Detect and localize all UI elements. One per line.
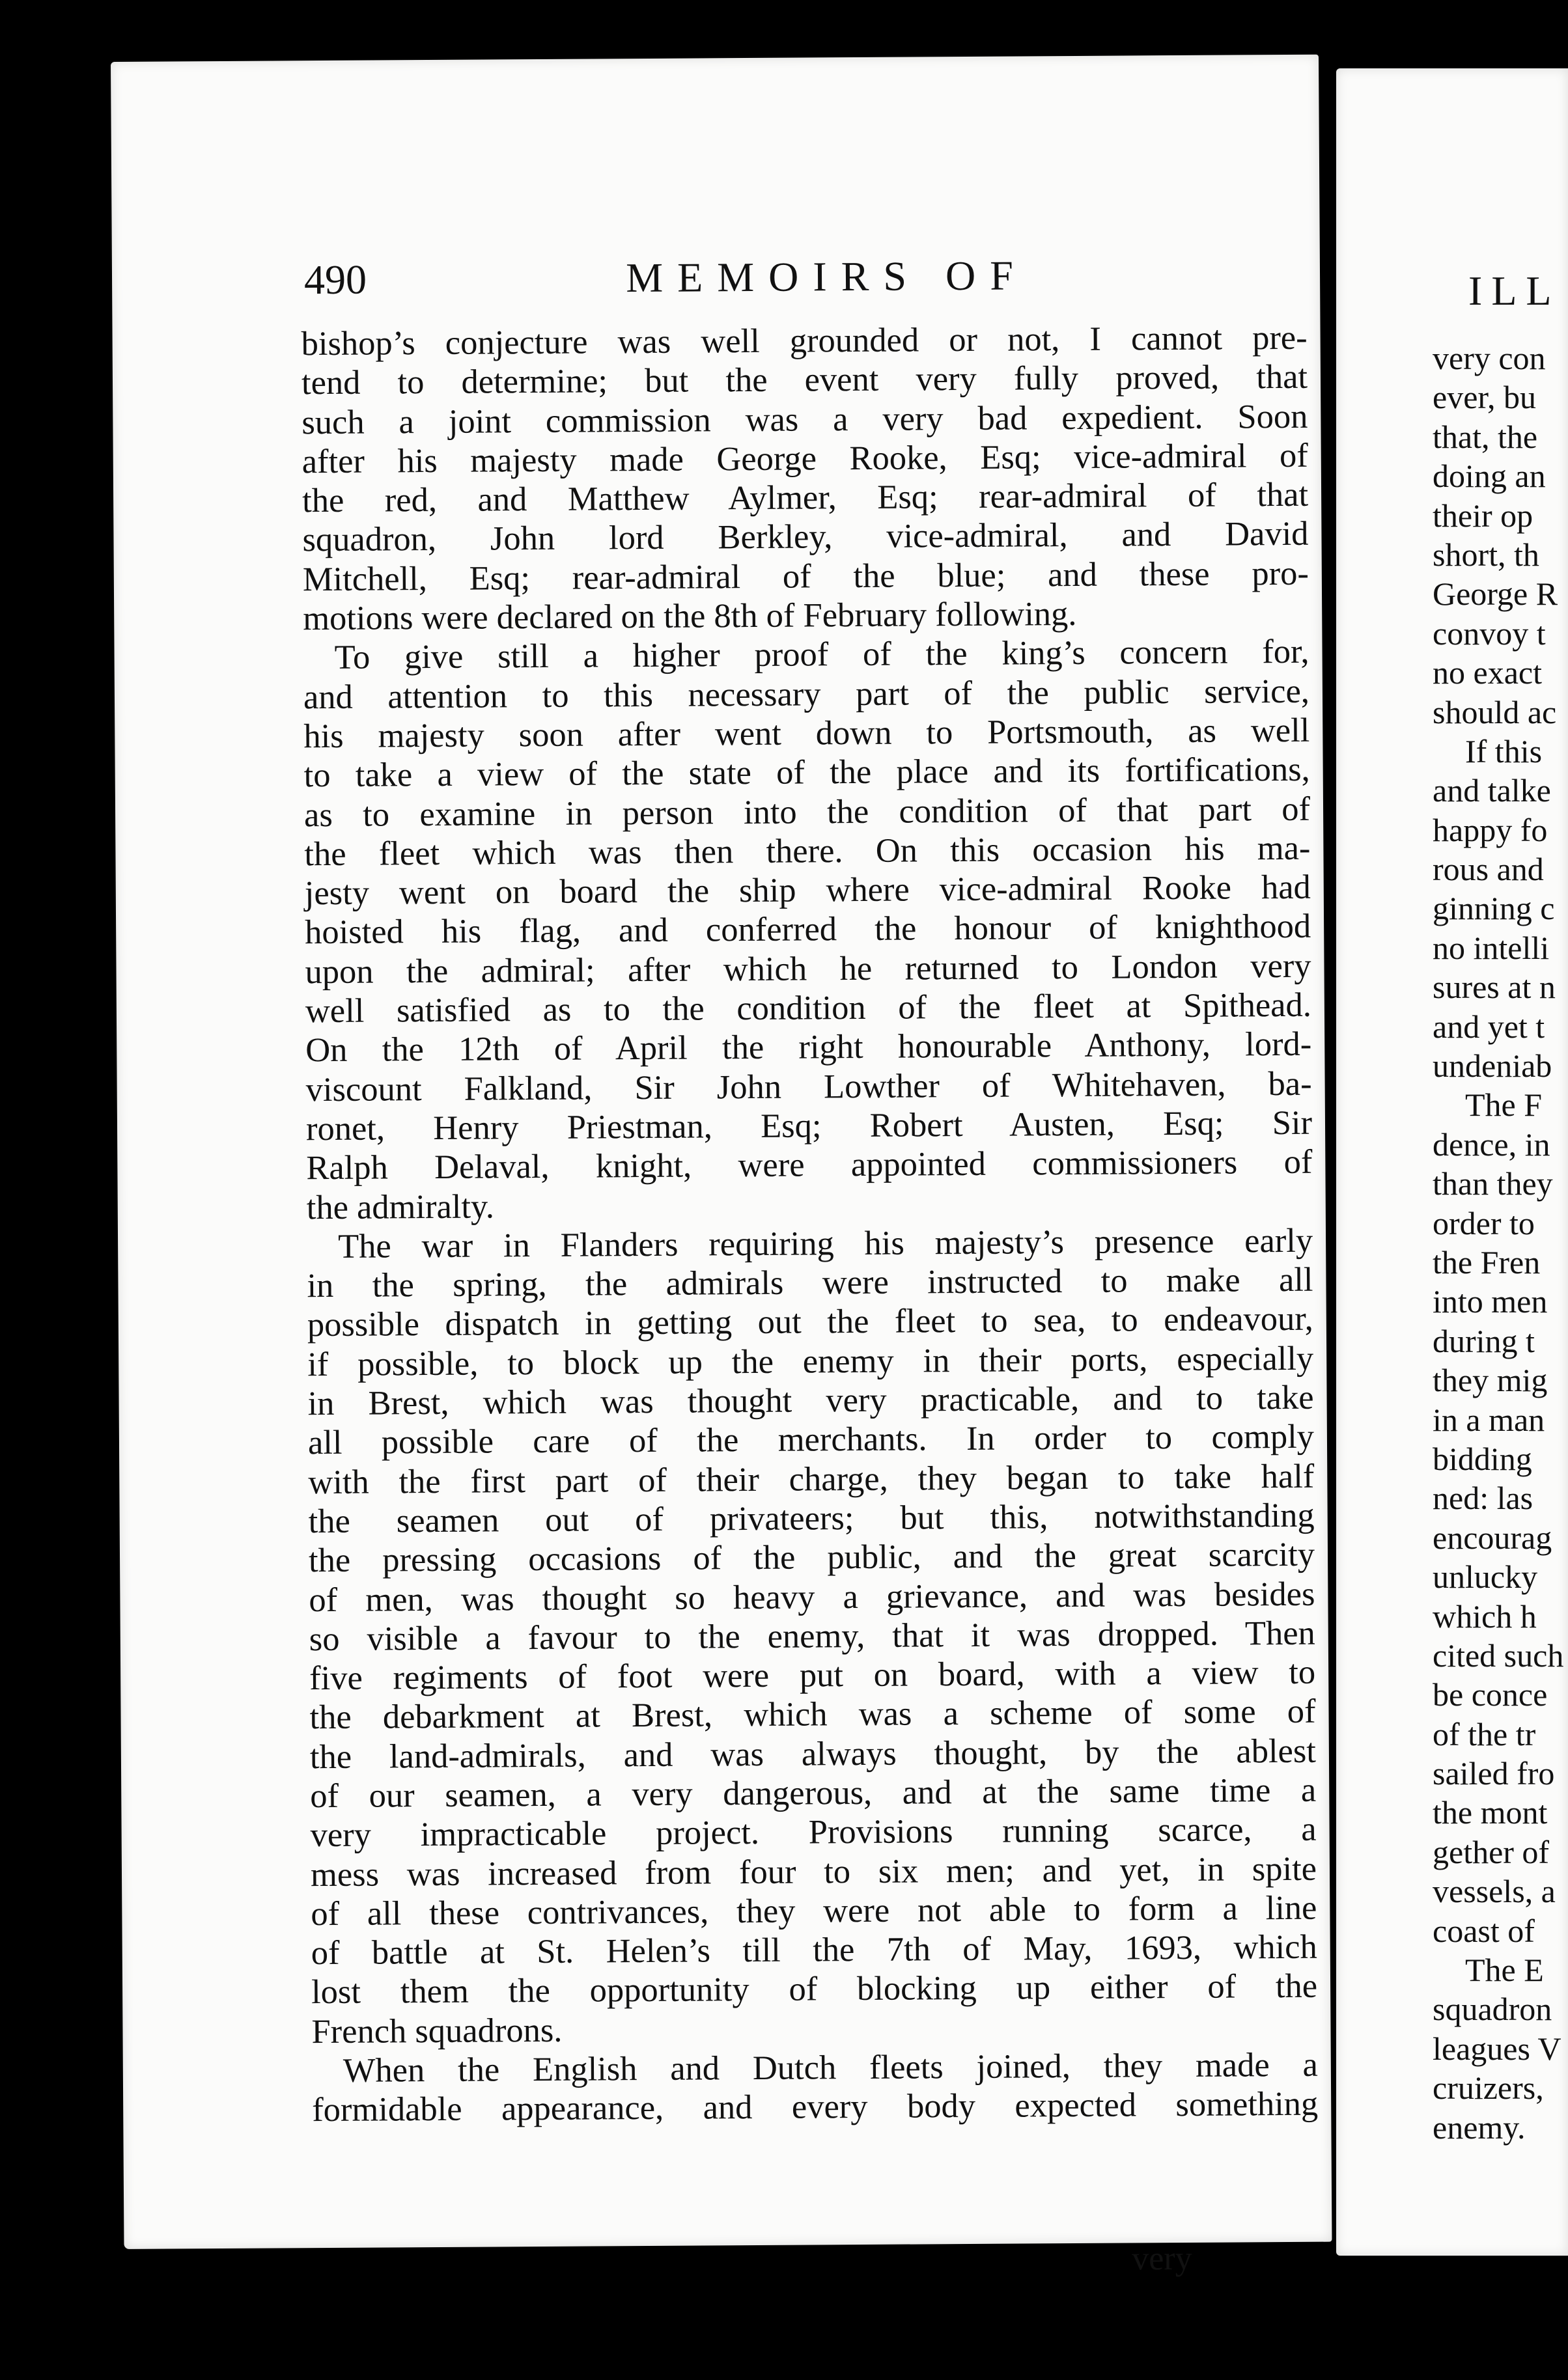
right-text-line: doing an [1433,458,1546,495]
text-line: of men, was thought so heavy a grievance, and was besides [309,1575,1315,1619]
page-number: 490 [303,256,367,303]
right-text-line: should ac [1433,693,1557,730]
text-line: if possible, to block up the enemy in their ports, especially [307,1339,1314,1383]
right-text-line: and talke [1433,772,1551,809]
text-line: Ralph Delaval, knight, were appointed commissioners of [306,1142,1313,1187]
text-line: Mitchell, Esq; rear-admiral of the blue; and these pro- [302,554,1309,598]
text-line: in Brest, which was thought very practicable, and to take [307,1378,1314,1423]
text-line: such a joint commission was a very bad expedient. Soon [301,397,1308,441]
text-line: jesty went on board the ship where vice-admiral Rooke had [304,868,1311,913]
text-line: the admiralty. [306,1187,495,1226]
text-line: formidable appearance, and every body expected something [312,2085,1319,2129]
text-line: to take a view of the state of the place and its fortifications, [303,751,1310,795]
text-line: upon the admiral; after which he returned to London very [305,947,1311,991]
text-line: with the first part of their charge, they began to take half [308,1457,1315,1501]
text-line: as to examine in person into the condition of that part of [303,790,1311,834]
right-text-line: bidding [1433,1440,1532,1477]
right-text-line: gether of [1433,1833,1550,1870]
text-line: the red, and Matthew Aylmer, Esq; rear-admiral of that [301,475,1309,520]
right-text-line: the Fren [1433,1243,1541,1280]
text-line: squadron, John lord Berkley, vice-admiral, and David [302,515,1309,559]
text-line: To give still a higher proof of the king’s concern for, [334,633,1309,677]
right-text-line: very con [1433,340,1546,376]
text-line: motions were declared on the 8th of February following. [303,595,1077,638]
right-text-line: ever, bu [1433,379,1537,416]
right-text-line: be conce [1433,1676,1548,1713]
text-line: of battle at St. Helen’s till the 7th of May, 1693, which [311,1928,1317,1972]
right-page-fragment [1336,68,1568,2256]
right-text-line: short, th [1433,536,1539,573]
text-line: well satisfied as to the condition of the fleet at Spithead. [305,986,1312,1031]
right-text-line: unlucky [1433,1558,1538,1596]
right-text-line: in a man [1433,1401,1545,1438]
right-text-line: happy fo [1433,811,1548,848]
right-text-line: they mig [1433,1362,1548,1399]
catchword: very [1132,2239,1192,2278]
right-text-line: encourag [1433,1519,1552,1556]
text-line: so visible a favour to the enemy, that it was dropped. Then [309,1614,1315,1658]
right-text-line: their op [1433,497,1533,534]
right-text-line: which h [1433,1598,1537,1635]
right-text-line: and yet t [1433,1008,1545,1045]
page-header [304,250,1311,327]
right-text-line: coast of [1433,1912,1535,1949]
right-text-line: If this [1465,732,1543,769]
text-line: hoisted his flag, and conferred the honour of knighthood [304,907,1311,952]
text-line: very impracticable project. Provisions running scarce, a [310,1810,1317,1855]
text-line: lost them the opportunity of blocking up either of the [311,1967,1318,2012]
text-line: On the 12th of April the right honourable Anthony, lord- [305,1025,1312,1070]
body-text [301,318,1318,2130]
left-page [111,55,1332,2278]
right-text-line: dence, in [1433,1126,1550,1163]
right-text-line: vessels, a [1433,1873,1556,1910]
right-text-line: sailed fro [1433,1755,1555,1792]
text-line: his majesty soon after went down to Portsmouth, as well [303,711,1310,756]
right-text-line: The F [1465,1086,1543,1124]
right-text-line: the mont [1433,1794,1548,1831]
right-text-line: into men [1433,1283,1548,1320]
right-text-line: enemy. [1433,2109,1526,2146]
text-line: tend to determine; but the event very fully proved, that [301,358,1308,402]
text-line: the debarkment at Brest, which was a scheme of some of [309,1693,1316,1737]
text-line: in the spring, the admirals were instructed to make all [307,1260,1313,1305]
text-line: the fleet which was then there. On this occasion his ma- [304,829,1311,874]
right-text-line: no exact [1433,654,1542,691]
right-text-line: order to [1433,1204,1535,1241]
right-text-line: cited such [1433,1637,1564,1674]
text-line: bishop’s conjecture was well grounded or not, I cannot pre- [301,318,1308,363]
text-line: ronet, Henry Priestman, Esq; Robert Austen, Esq; Sir [305,1103,1313,1148]
right-text-line: George R [1433,575,1558,613]
text-line: viscount Falkland, Sir John Lowther of Whitehaven, ba- [305,1064,1312,1109]
right-text-line: leagues V [1433,2030,1561,2067]
text-line: and attention to this necessary part of the public service, [303,672,1310,716]
text-line: all possible care of the merchants. In order to comply [307,1418,1315,1462]
right-text-line: ginning c [1433,890,1555,927]
right-text-line: no intelli [1433,929,1550,966]
right-running-head: ILL [1468,268,1561,314]
right-text-line: squadron [1433,1991,1552,2028]
text-line: possible dispatch in getting out the fleet to sea, to endeavour, [307,1300,1314,1344]
right-text-line: ned: las [1433,1480,1533,1517]
right-text-line: The E [1465,1952,1544,1989]
text-line: of all these contrivances, they were not able to form a line [311,1889,1317,1933]
running-head: MEMOIRS OF [626,252,1028,301]
text-line: the pressing occasions of the public, and the great scarcity [308,1535,1315,1580]
right-text-line: of the tr [1433,1715,1536,1752]
right-text-line: during t [1433,1322,1535,1359]
right-text-line: sures at n [1433,969,1556,1006]
text-line: the land-admirals, and was always thought, by the ablest [309,1732,1317,1776]
text-line: five regiments of foot were put on board, with a view to [309,1653,1316,1698]
right-text-line: undeniab [1433,1047,1552,1085]
right-text-line: that, the [1433,418,1538,455]
right-text-line: cruizers, [1433,2069,1544,2107]
right-body-text [1433,339,1568,2147]
right-text-line: than they [1433,1165,1553,1202]
text-line: The war in Flanders requiring his majesty’s presence early [337,1221,1313,1266]
text-line: after his majesty made George Rooke, Esq; vice-admiral of [301,436,1308,481]
text-line: mess was increased from four to six men; and yet, in spite [310,1849,1317,1894]
text-line: of our seamen, a very dangerous, and at the same time a [310,1771,1317,1816]
text-line: French squadrons. [311,2011,563,2051]
right-text-line: rous and [1433,851,1544,888]
text-line: the seamen out of privateers; but this, notwithstanding [308,1496,1315,1541]
right-text-line: convoy t [1433,615,1546,652]
text-line: When the English and Dutch fleets joined, they made a [343,2045,1319,2090]
